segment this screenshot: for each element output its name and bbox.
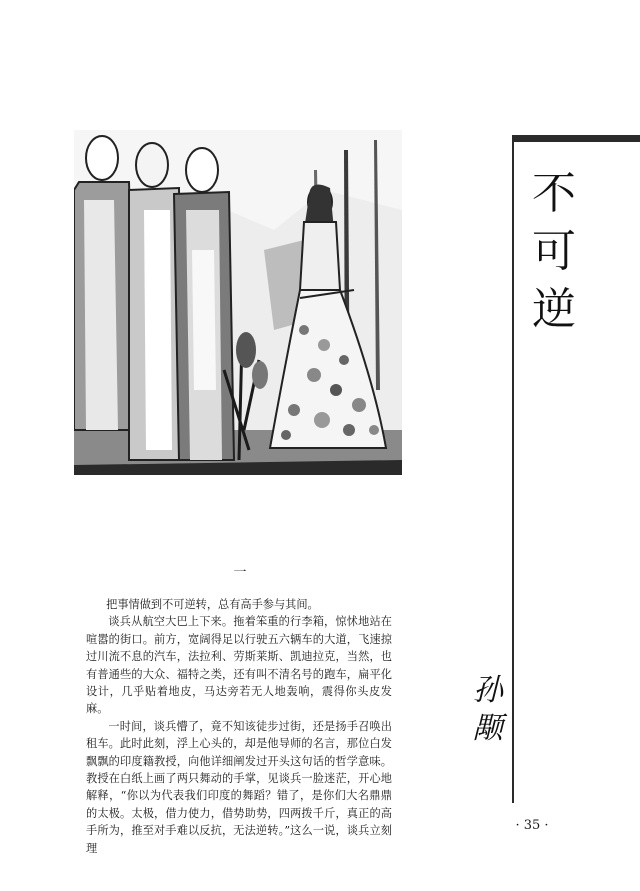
title-char: 不 bbox=[532, 168, 576, 219]
story-illustration bbox=[74, 130, 402, 475]
title-char: 逆 bbox=[532, 284, 576, 335]
header-bar bbox=[512, 135, 640, 142]
section-number: 一 bbox=[233, 565, 247, 580]
title-char: 可 bbox=[532, 226, 576, 277]
author-signature bbox=[458, 672, 518, 748]
article-body bbox=[86, 596, 392, 857]
paragraph: 把事情做到不可逆转，总有高手参与其间。 bbox=[106, 598, 319, 611]
author-char: 孙 bbox=[473, 673, 503, 708]
page-number: · 35 · bbox=[515, 818, 549, 833]
author-char: 颙 bbox=[473, 711, 503, 746]
paragraph: 一时间，谈兵懵了，竟不知该徒步过街，还是扬手召唤出租车。此时此刻，浮上心头的，却是他导师的名言，那位白发飘飘的印度籍教授，向他详细阐发过开头这句话的哲学意味。教授在白纸上画了两只舞动的手掌，见谈兵一脸迷茫，开心地解释，“你以为代表我们印度的舞蹈？错了，是你们大名鼎鼎的太极。太极，借力使力，借势助势，四两拨千斤，真正的高手所为，推至对手难以反抗，无法逆转。”这么一说，谈兵立刻理 bbox=[86, 719, 392, 855]
article-title bbox=[522, 165, 586, 339]
paragraph: 谈兵从航空大巴上下来。拖着笨重的行李箱，惊怵地站在喧嚣的街口。前方，宽阔得足以行驶五六辆车的大道，飞速掠过川流不息的汽车，法拉利、劳斯莱斯、凯迪拉克，当然，也有普通些的大众、福特之类，还有叫不清名号的跑车，扁平化设计，几乎贴着地皮，马达旁若无人地轰响，震得你头皮发麻。 bbox=[86, 615, 392, 716]
